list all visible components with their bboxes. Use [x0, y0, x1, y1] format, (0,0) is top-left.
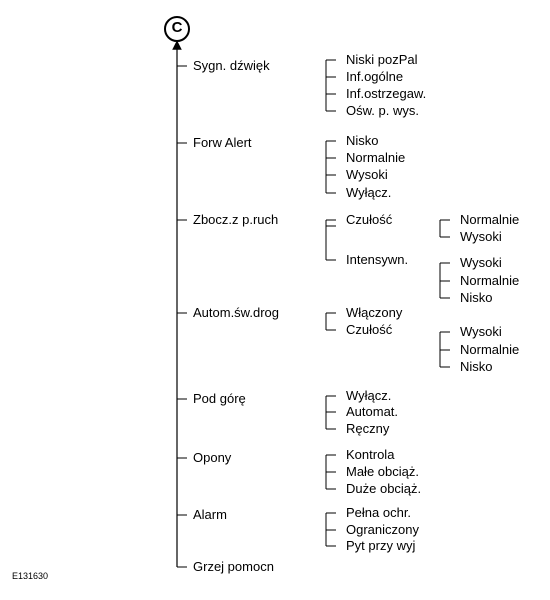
menu-item-label: Alarm — [193, 507, 227, 522]
submenu-item-label: Wyłącz. — [346, 388, 392, 403]
option-item-label: Normalnie — [460, 273, 520, 288]
option-item-label: Nisko — [460, 359, 493, 374]
root-node-label: C — [171, 19, 183, 36]
menu-item-label: Forw Alert — [193, 135, 252, 150]
submenu-item-label: Włączony — [346, 305, 403, 320]
option-item-label: Normalnie — [460, 212, 520, 227]
option-item-label: Normalnie — [460, 342, 520, 357]
submenu-item-label: Intensywn. — [346, 252, 409, 267]
menu-item-label: Pod górę — [193, 391, 246, 406]
submenu-item-label: Wysoki — [346, 167, 388, 182]
menu-item-label: Sygn. dźwięk — [193, 58, 270, 73]
submenu-item-label: Wyłącz. — [346, 185, 392, 200]
submenu-item-label: Automat. — [346, 404, 399, 419]
menu-item-label: Opony — [193, 450, 232, 465]
submenu-item-label: Czułość — [346, 322, 393, 337]
option-item-label: Wysoki — [460, 324, 502, 339]
submenu-item-label: Inf.ogólne — [346, 69, 404, 84]
submenu-item-label: Małe obciąż. — [346, 464, 419, 479]
submenu-item-label: Pyt przy wyj — [346, 538, 416, 553]
submenu-item-label: Duże obciąż. — [346, 481, 422, 496]
submenu-item-label: Ograniczony — [346, 522, 419, 537]
submenu-item-label: Ręczny — [346, 421, 390, 436]
figure-id: E131630 — [12, 571, 49, 581]
option-item-label: Wysoki — [460, 229, 502, 244]
option-item-label: Nisko — [460, 290, 493, 305]
submenu-item-label: Nisko — [346, 133, 379, 148]
submenu-item-label: Normalnie — [346, 150, 406, 165]
menu-item-label: Zbocz.z p.ruch — [193, 212, 279, 227]
submenu-item-label: Inf.ostrzegaw. — [346, 86, 427, 101]
submenu-item-label: Kontrola — [346, 447, 395, 462]
option-item-label: Wysoki — [460, 255, 502, 270]
submenu-item-label: Niski pozPal — [346, 52, 418, 67]
menu-item-label: Autom.św.drog — [193, 305, 279, 320]
submenu-item-label: Pełna ochr. — [346, 505, 412, 520]
menu-item-label: Grzej pomocn — [193, 559, 274, 574]
submenu-item-label: Czułość — [346, 212, 393, 227]
submenu-item-label: Ośw. p. wys. — [346, 103, 419, 118]
